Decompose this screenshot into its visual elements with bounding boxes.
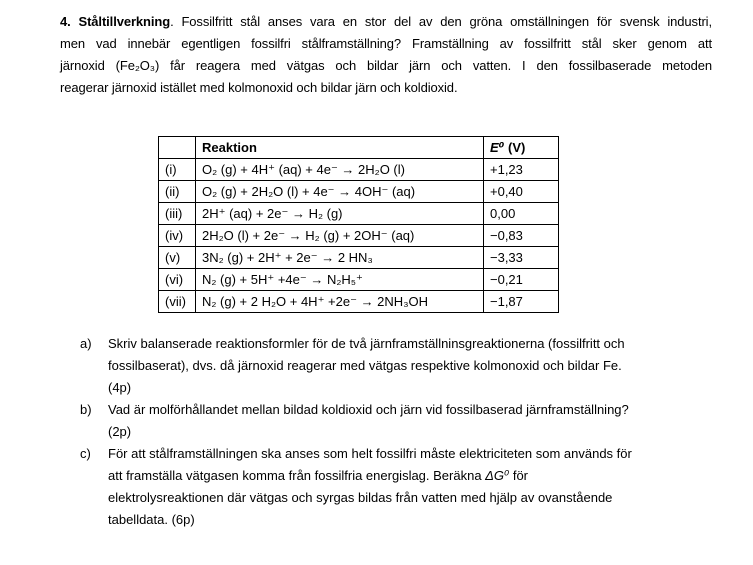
row-potential: +1,23 bbox=[484, 159, 559, 181]
table-row bbox=[159, 203, 559, 225]
row-reaction: O₂ (g) + 2H₂O (l) + 4e⁻ → 4OH⁻ (aq) bbox=[196, 181, 484, 203]
row-index: (iii) bbox=[159, 203, 196, 225]
questions-list bbox=[80, 333, 740, 531]
row-index: (iv) bbox=[159, 225, 196, 247]
question-b-points: (2p) bbox=[108, 424, 132, 439]
table-header-row bbox=[159, 137, 559, 159]
reactions-table bbox=[158, 136, 559, 313]
row-index: (i) bbox=[159, 159, 196, 181]
row-potential: −0,83 bbox=[484, 225, 559, 247]
row-reaction: N₂ (g) + 2 H₂O + 4H⁺ +2e⁻ → 2NH₃OH bbox=[196, 291, 484, 313]
intro-paragraph bbox=[60, 11, 712, 99]
question-c-label: c) bbox=[80, 446, 91, 461]
row-potential: +0,40 bbox=[484, 181, 559, 203]
question-a-line-1: Skriv balanserade reaktionsformler för de två järnframställninsgreaktionerna (fossilfritt och bbox=[108, 336, 625, 351]
potential-symbol: E⁰ bbox=[490, 139, 505, 155]
intro-line-2: men vad innebär egentligen fossilfri stålframställning? Framställning av fossilfritt stål sker genom att bbox=[60, 36, 712, 51]
row-reaction: 2H⁺ (aq) + 2e⁻ → H₂ (g) bbox=[196, 203, 484, 225]
question-c-points: tabelldata. (6p) bbox=[108, 512, 195, 527]
question-b-line-1: Vad är molförhållandet mellan bildad koldioxid och järn vid fossilbaserad järnframställning? bbox=[108, 402, 629, 417]
question-b-label: b) bbox=[80, 402, 92, 417]
question-a-line-2: fossilbaserat), dvs. då järnoxid reagerar med vätgas respektive kolmonoxid och bildar Fe. bbox=[108, 358, 622, 373]
table-row bbox=[159, 225, 559, 247]
question-c-line-3: elektrolysreaktionen där vätgas och syrgas bildas från vatten med hjälp av ovanstående bbox=[108, 490, 613, 505]
question-c-line-2 bbox=[108, 465, 740, 487]
question-c-line-2-pre: att framställa vätgasen komma från fossilfria energislag. Beräkna bbox=[108, 468, 486, 483]
row-potential: 0,00 bbox=[484, 203, 559, 225]
row-reaction: 2H₂O (l) + 2e⁻ → H₂ (g) + 2OH⁻ (aq) bbox=[196, 225, 484, 247]
row-index: (vii) bbox=[159, 291, 196, 313]
question-number-heading: 4. Ståltillverkning bbox=[60, 14, 171, 29]
row-potential: −3,33 bbox=[484, 247, 559, 269]
delta-g-symbol: ΔG⁰ bbox=[485, 468, 510, 483]
intro-line-1-text: . Fossilfritt stål anses vara en stor del av den gröna omställningen för svensk industri, bbox=[170, 14, 712, 29]
question-c-line-1: För att stålframställningen ska anses som helt fossilfri måste elektriciteten som används för bbox=[108, 446, 632, 461]
table-row bbox=[159, 247, 559, 269]
header-index-cell bbox=[159, 137, 196, 159]
question-a-text bbox=[108, 333, 740, 399]
intro-line-3: järnoxid (Fe₂O₃) får reagera med vätgas och bildar järn och vatten. I den fossilbaserade metoden bbox=[60, 58, 712, 73]
intro-line-1 bbox=[60, 11, 712, 33]
row-index: (ii) bbox=[159, 181, 196, 203]
question-b-text bbox=[108, 399, 740, 443]
question-a-label: a) bbox=[80, 336, 92, 351]
question-a-points: (4p) bbox=[108, 380, 132, 395]
intro-line-4: reagerar järnoxid istället med kolmonoxid och bildar järn och koldioxid. bbox=[60, 80, 458, 95]
row-potential: −0,21 bbox=[484, 269, 559, 291]
question-b bbox=[80, 399, 740, 443]
table-row bbox=[159, 159, 559, 181]
row-reaction: N₂ (g) + 5H⁺ +4e⁻ → N₂H₅⁺ bbox=[196, 269, 484, 291]
table-row bbox=[159, 291, 559, 313]
header-reaction-cell: Reaktion bbox=[196, 137, 484, 159]
question-c-line-2-post: för bbox=[509, 468, 529, 483]
table-row bbox=[159, 269, 559, 291]
row-index: (v) bbox=[159, 247, 196, 269]
question-c-text bbox=[108, 443, 740, 531]
question-a bbox=[80, 333, 740, 399]
row-potential: −1,87 bbox=[484, 291, 559, 313]
question-c bbox=[80, 443, 740, 531]
row-index: (vi) bbox=[159, 269, 196, 291]
table-row bbox=[159, 181, 559, 203]
header-potential-cell bbox=[484, 137, 559, 159]
row-reaction: O₂ (g) + 4H⁺ (aq) + 4e⁻ → 2H₂O (l) bbox=[196, 159, 484, 181]
potential-unit: (V) bbox=[504, 139, 526, 155]
row-reaction: 3N₂ (g) + 2H⁺ + 2e⁻ → 2 HN₃ bbox=[196, 247, 484, 269]
